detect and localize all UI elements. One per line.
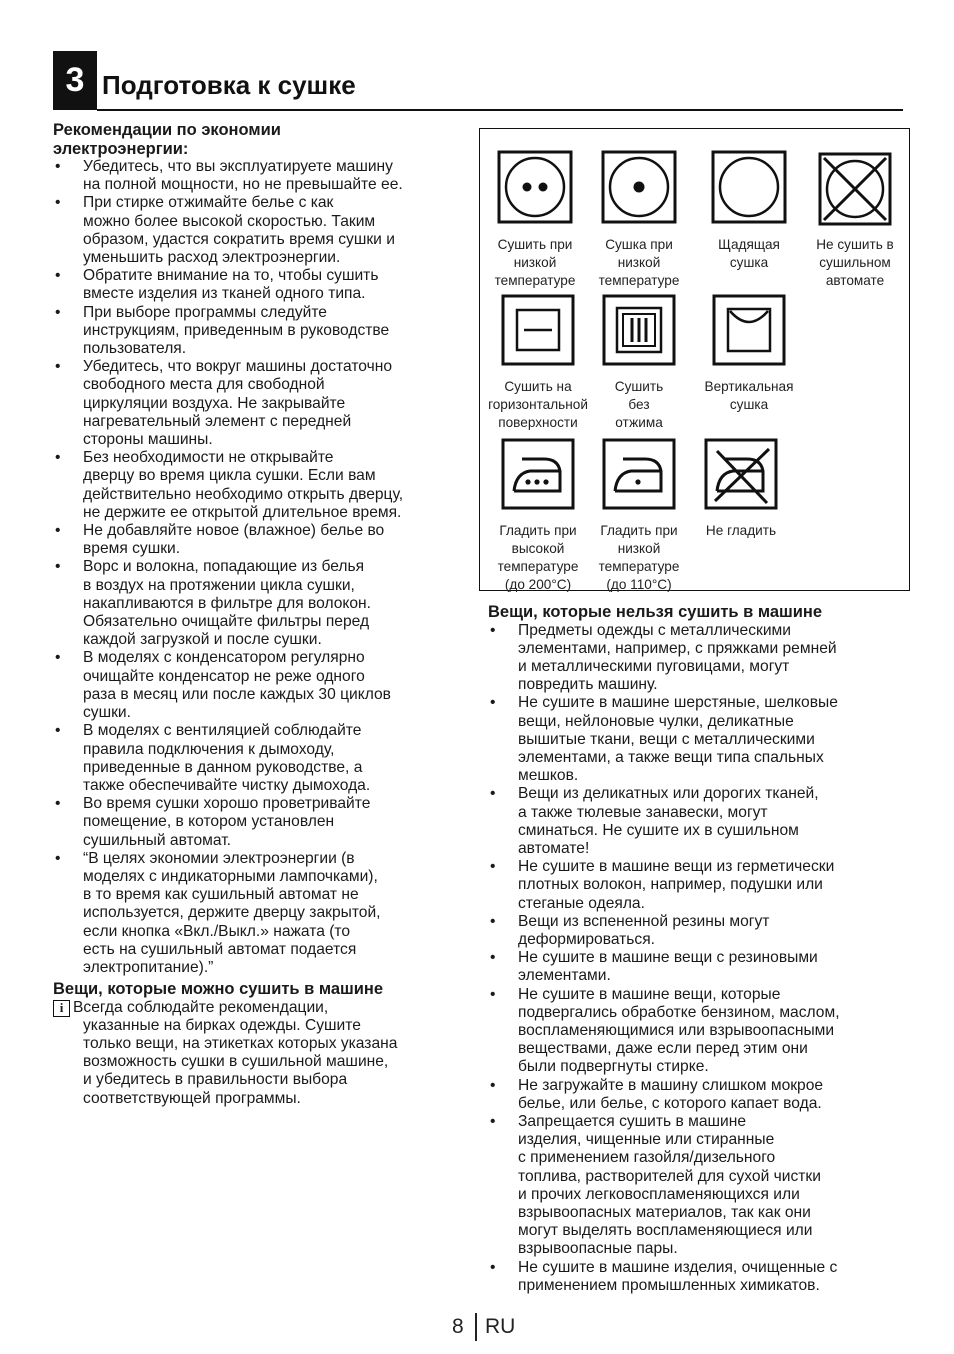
symbol-caption: Гладить при высокой температуре (до 200°C) (497, 523, 579, 592)
symbol-caption: Сушить на горизонтальной поверхности (488, 379, 588, 430)
info-note: i Всегда соблюдайте рекомендации, (53, 999, 468, 1017)
footer-divider (475, 1313, 477, 1341)
list-item: • Во время сушки хорошо проветривайте помещение, в котором установлен сушильный автомат. (53, 795, 468, 850)
symbol-caption: Не гладить (705, 523, 777, 538)
iron-high-icon (500, 437, 576, 511)
list-item: • При стирке отжимайте белье с как можно более высокой скоростью. Таким образом, удастся сократить время сушки и уменьшить расход электроэнергии. (53, 194, 468, 267)
page-title: Подготовка к сушке (102, 70, 356, 100)
symbol-caption: Гладить при низкой температуре (до 110°C) (598, 523, 680, 592)
care-symbols-panel (479, 128, 910, 591)
energy-heading: Рекомендации по экономии электроэнергии: (53, 121, 281, 158)
language-code: RU (485, 1315, 516, 1338)
list-item: • “В целях экономии электроэнергии (в моделях с индикаторными лампочками), в то время как сушильный автомат не используется, держите дверцу закрытой, если кнопка «Вкл./Выкл.» нажата (то есть на сушильный автомат подается электропитание).” (53, 850, 468, 977)
tumble-dry-low-icon (496, 149, 574, 225)
iron-low-icon (601, 437, 677, 511)
symbol-do-not-tumble-dry (800, 149, 910, 290)
page-footer (0, 1313, 954, 1341)
symbol-drip-dry (584, 293, 694, 432)
tumble-dry-low-single-dot-icon (600, 149, 678, 225)
list-item: • Не сушите в машине вещи из герметически плотных волокон, например, подушки или стеганые одеяла. (488, 858, 908, 913)
chapter-number-badge: 3 (53, 51, 97, 110)
list-item: • Не добавляйте новое (влажное) белье во время сушки. (53, 522, 468, 558)
cannot-dry-heading: Вещи, которые нельзя сушить в машине (488, 603, 823, 621)
info-note-body: указанные на бирках одежды. Сушите только вещи, на этикетках которых указана возможность сушки в сушильной машине, и убедитесь в правильности выбора соответствующей программы. (83, 1016, 398, 1107)
can-dry-heading: Вещи, которые можно сушить в машине (53, 980, 384, 999)
left-column (53, 121, 468, 1108)
symbol-line-dry (694, 293, 804, 414)
list-item: • Предметы одежды с металлическими элементами, например, с пряжками ремней и металлическими пуговицами, могут повредить машину. (488, 622, 908, 695)
line-dry-icon (711, 293, 787, 367)
symbol-caption: Вертикальная сушка (704, 379, 794, 412)
tumble-dry-gentle-icon (710, 149, 788, 225)
symbol-dry-flat (480, 293, 596, 432)
list-item: • В моделях с вентиляцией соблюдайте правила подключения к дымоходу, приведенные в данном руководстве, а также обеспечивайте чистку дымохода. (53, 722, 468, 795)
list-item: • При выборе программы следуйте инструкциям, приведенным в руководстве пользователя. (53, 304, 468, 359)
cannot-dry-list (488, 622, 908, 1296)
right-column (488, 603, 908, 1295)
symbol-do-not-iron (686, 437, 796, 540)
do-not-tumble-dry-icon (816, 149, 894, 229)
do-not-iron-icon (703, 437, 779, 511)
list-item: • Не сушите в машине шерстяные, шелковые вещи, нейлоновые чулки, деликатные вышитые ткани, вещи с металлическими элементами, а также вещи типа спальных мешков. (488, 694, 908, 785)
symbol-iron-high (480, 437, 596, 594)
list-item: • Обратите внимание на то, чтобы сушить вместе изделия из тканей одного типа. (53, 267, 468, 303)
list-item: • В моделях с конденсатором регулярно очищайте конденсатор не реже одного раза в месяц или после каждых 30 циклов сушки. (53, 649, 468, 722)
list-item: • Убедитесь, что вокруг машины достаточно свободного места для свободной циркуляции воздуха. Не закрывайте нагревательный элемент с передней стороны машины. (53, 358, 468, 449)
list-item: • Не сушите в машине вещи, которые подвергались обработке бензином, маслом, воспламеняющимися или взрывоопасными веществами, даже если перед этим они были подвергнуты стирке. (488, 986, 908, 1077)
list-item: • Запрещается сушить в машине изделия, чищенные или стиранные с применением газойля/дизельного топлива, растворителей для сухой чистки и прочих легковоспламеняющихся или взрывоопасных материалов, так как они могут выделять воспламеняющиеся или взрывоопасные пары. (488, 1113, 908, 1259)
symbol-caption: Сушить при низкой температуре (494, 237, 576, 288)
symbol-caption: Сушка при низкой температуре (598, 237, 680, 288)
list-item: • Не загружайте в машину слишком мокрое белье, или белье, с которого капает вода. (488, 1077, 908, 1113)
symbol-caption: Сушить без отжима (614, 379, 664, 430)
symbol-tumble-dry-gentle (694, 149, 804, 272)
symbol-caption: Щадящая сушка (718, 237, 780, 270)
dry-flat-icon (500, 293, 576, 367)
symbol-caption: Не сушить в сушильном автомате (816, 237, 894, 288)
header-divider (97, 109, 903, 111)
list-item: • Без необходимости не открывайте дверцу во время цикла сушки. Если вам действительно необходимо открыть дверцу, не держите ее открытой длительное время. (53, 449, 468, 522)
list-item: • Убедитесь, что вы эксплуатируете машину на полной мощности, но не превышайте ее. (53, 158, 468, 194)
list-item: • Ворс и волокна, попадающие из белья в воздух на протяжении цикла сушки, накапливаются в фильтре для волокон. Обязательно очищайте фильтры перед каждой загрузкой и после сушки. (53, 558, 468, 649)
drip-dry-icon (601, 293, 677, 367)
energy-tips-list (53, 158, 468, 977)
info-icon: i (53, 1000, 70, 1017)
page-number: 8 (452, 1315, 464, 1338)
list-item: • Не сушите в машине вещи с резиновыми элементами. (488, 949, 908, 985)
symbol-tumble-dry-low-single (584, 149, 694, 290)
symbol-tumble-dry-low (480, 149, 590, 290)
symbol-iron-low (584, 437, 694, 594)
list-item: • Вещи из деликатных или дорогих тканей, а также тюлевые занавески, могут сминаться. Не сушите их в сушильном автомате! (488, 785, 908, 858)
list-item: • Не сушите в машине изделия, очищенные с применением промышленных химикатов. (488, 1259, 908, 1295)
list-item: • Вещи из вспененной резины могут деформироваться. (488, 913, 908, 949)
